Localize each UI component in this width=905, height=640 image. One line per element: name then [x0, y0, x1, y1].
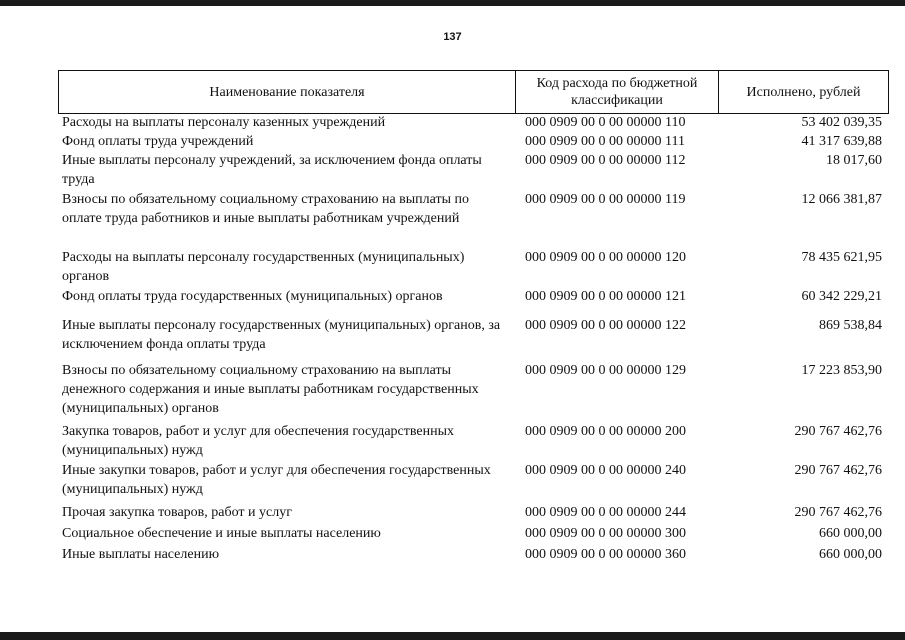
row-expense-code: 000 0909 00 0 00 00000 129	[525, 363, 686, 378]
row-executed-amount: 18 017,60	[826, 153, 882, 168]
row-executed-amount: 660 000,00	[819, 526, 882, 541]
row-executed-amount: 869 538,84	[819, 318, 882, 333]
row-executed-amount: 60 342 229,21	[801, 289, 882, 304]
row-indicator-name: Фонд оплаты труда учреждений	[62, 134, 254, 149]
row-expense-code: 000 0909 00 0 00 00000 111	[525, 134, 685, 149]
row-indicator-name: Расходы на выплаты персоналу казенных учреждений	[62, 115, 386, 130]
scan-top-edge	[0, 0, 905, 6]
row-executed-amount: 290 767 462,76	[794, 463, 882, 478]
row-expense-code: 000 0909 00 0 00 00000 119	[525, 192, 686, 207]
row-expense-code: 000 0909 00 0 00 00000 120	[525, 250, 686, 265]
row-indicator-name: Иные выплаты населению	[62, 547, 220, 562]
row-expense-code: 000 0909 00 0 00 00000 112	[525, 153, 686, 168]
row-expense-code: 000 0909 00 0 00 00000 122	[525, 318, 686, 333]
row-indicator-name: Фонд оплаты труда государственных (муниципальных) органов	[62, 289, 443, 304]
row-expense-code: 000 0909 00 0 00 00000 300	[525, 526, 686, 541]
row-indicator-name: Расходы на выплаты персоналу государственных (муниципальных) органов	[62, 250, 465, 284]
row-executed-amount: 12 066 381,87	[801, 192, 882, 207]
row-executed-amount: 41 317 639,88	[801, 134, 882, 149]
row-expense-code: 000 0909 00 0 00 00000 110	[525, 115, 686, 130]
row-indicator-name: Иные выплаты персоналу учреждений, за исключением фонда оплаты труда	[62, 153, 482, 187]
row-expense-code: 000 0909 00 0 00 00000 121	[525, 289, 686, 304]
row-expense-code: 000 0909 00 0 00 00000 240	[525, 463, 686, 478]
row-executed-amount: 53 402 039,35	[801, 115, 882, 130]
row-indicator-name: Иные выплаты персоналу государственных (муниципальных) органов, за исключением фонда оплаты труда	[62, 318, 501, 352]
row-indicator-name: Взносы по обязательному социальному страхованию на выплаты по оплате труда работников и иные выплаты работникам учреждений	[62, 192, 470, 226]
row-expense-code: 000 0909 00 0 00 00000 360	[525, 547, 686, 562]
row-indicator-name: Прочая закупка товаров, работ и услуг	[62, 505, 292, 520]
header-indicator-name: Наименование показателя	[59, 71, 516, 113]
row-expense-code: 000 0909 00 0 00 00000 244	[525, 505, 686, 520]
row-indicator-name: Взносы по обязательному социальному страхованию на выплаты денежного содержания и иные выплаты работникам государственных (муниципальных) органов	[62, 363, 479, 416]
row-indicator-name: Иные закупки товаров, работ и услуг для обеспечения государственных (муниципальных) нужд	[62, 463, 491, 497]
page-number: 137	[443, 31, 462, 43]
scan-bottom-edge	[0, 632, 905, 640]
header-executed-amount: Исполнено, рублей	[746, 84, 861, 100]
row-executed-amount: 660 000,00	[819, 547, 882, 562]
table-header	[58, 70, 889, 114]
row-expense-code: 000 0909 00 0 00 00000 200	[525, 424, 686, 439]
row-executed-amount: 78 435 621,95	[801, 250, 882, 265]
row-executed-amount: 290 767 462,76	[794, 505, 882, 520]
row-executed-amount: 17 223 853,90	[801, 363, 882, 378]
row-executed-amount: 290 767 462,76	[794, 424, 882, 439]
header-expense-code: Код расхода по бюджетной классификации	[516, 71, 719, 113]
row-indicator-name: Социальное обеспечение и иные выплаты населению	[62, 526, 381, 541]
row-indicator-name: Закупка товаров, работ и услуг для обеспечения государственных (муниципальных) нужд	[62, 424, 455, 458]
